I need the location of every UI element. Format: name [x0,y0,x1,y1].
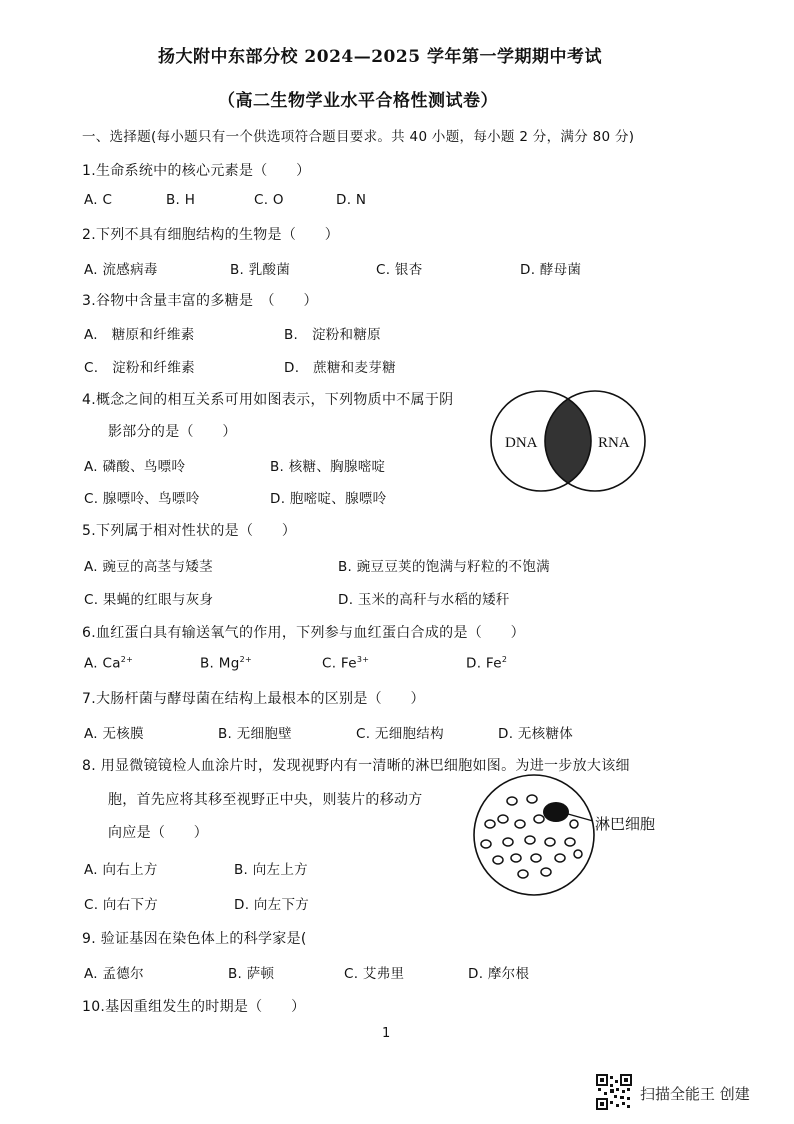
q4-option-b: B. 核糖、胸腺嘧啶 [270,459,386,475]
red-blood-cell [574,850,582,858]
dna-rna-venn-diagram [488,388,648,494]
q1-option-c: C. O [254,192,284,208]
red-blood-cell [515,820,525,828]
q4-option-d: D. 胞嘧啶、腺嘌呤 [270,491,387,507]
q8-option-c: C. 向右下方 [84,897,159,913]
scanner-watermark: 扫描全能王 创建 [640,1085,750,1103]
red-blood-cell [534,815,544,823]
q6-option-c [322,655,369,672]
q2-option-c: C. 银杏 [376,262,423,278]
question-8-stem-line1: 8. 用显微镜镜检人血涂片时，发现视野内有一清晰的淋巴细胞如图。为进一步放大该细 [82,758,630,774]
q7-option-c: C. 无细胞结构 [356,726,444,742]
q9-option-c: C. 艾弗里 [344,966,405,982]
q6-option-b-text: B. Mg [200,655,240,672]
q6-option-d-charge: 2 [501,655,508,664]
q4-option-c: C. 腺嘌呤、鸟嘌呤 [84,491,200,507]
red-blood-cell [541,868,551,876]
q6-option-c-charge: 3+ [356,655,370,664]
red-blood-cell [498,815,508,823]
question-7-stem: 7.大肠杆菌与酵母菌在结构上最根本的区别是（ ） [82,691,425,707]
q8-option-b: B. 向左上方 [234,862,308,878]
q9-option-b: B. 萨顿 [228,966,275,982]
red-blood-cell [518,870,528,878]
q5-option-b: B. 豌豆豆荚的饱满与籽粒的不饱满 [338,559,550,575]
venn-label-dna: DNA [505,435,538,451]
q8-option-a: A. 向右上方 [84,862,158,878]
question-4-stem-line1: 4.概念之间的相互关系可用如图表示，下列物质中不属于阴 [82,392,454,408]
red-blood-cell [565,838,575,846]
q6-option-c-text: C. Fe [322,655,357,672]
q2-option-a: A. 流感病毒 [84,262,158,278]
section-heading: 一、选择题(每小题只有一个供选项符合题目要求。共 40 小题，每小题 2 分，满分 80 分) [82,129,635,145]
red-blood-cell [570,820,578,828]
lymphocyte-label: 淋巴细胞 [595,815,656,833]
q5-option-c: C. 果蝇的红眼与灰身 [84,592,214,608]
question-10-stem: 10.基因重组发生的时期是（ ） [82,999,306,1015]
question-4-stem-line2: 影部分的是（ ） [108,424,237,440]
question-2-stem: 2.下列不具有细胞结构的生物是（ ） [82,227,340,243]
page-number: 1 [382,1026,391,1041]
q4-option-a: A. 磷酸、鸟嘌呤 [84,459,186,475]
q6-option-a [84,655,133,672]
q6-option-a-charge: 2+ [120,655,134,664]
red-blood-cell [481,840,491,848]
question-6-stem: 6.血红蛋白具有输送氧气的作用，下列参与血红蛋白合成的是（ ） [82,625,525,641]
microscope-field-figure [468,772,668,902]
red-blood-cell [493,856,503,864]
q6-option-a-text: A. Ca [84,655,121,672]
q1-option-a: A. C [84,192,113,208]
q5-option-d: D. 玉米的高秆与水稻的矮秆 [338,592,510,608]
red-blood-cell [485,820,495,828]
question-5-stem: 5.下列属于相对性状的是（ ） [82,523,297,539]
q7-option-a: A. 无核膜 [84,726,144,742]
question-9-stem: 9. 验证基因在染色体上的科学家是( [82,931,307,947]
venn-label-rna: RNA [598,435,630,451]
exam-subtitle: （高二生物学业水平合格性测试卷） [218,91,498,111]
lymphocyte [543,802,569,822]
q8-option-d: D. 向左下方 [234,897,310,913]
q2-option-d: D. 酵母菌 [520,262,582,278]
question-3-stem: 3.谷物中含量丰富的多糖是 （ ） [82,293,318,309]
question-8-stem-line3: 向应是（ ） [108,825,209,841]
q9-option-d: D. 摩尔根 [468,966,530,982]
q7-option-d: D. 无核糖体 [498,726,574,742]
q3-option-d: D. 蔗糖和麦芽糖 [284,360,396,376]
q6-option-d [466,655,507,672]
red-blood-cell [531,854,541,862]
red-blood-cell [503,838,513,846]
q7-option-b: B. 无细胞壁 [218,726,292,742]
q1-option-b: B. H [166,192,196,208]
q6-option-b-charge: 2+ [239,655,252,664]
red-blood-cell [525,836,535,844]
red-blood-cell [555,854,565,862]
q3-option-b: B. 淀粉和糖原 [284,327,381,343]
q6-option-b [200,655,252,672]
question-8-stem-line2: 胞，首先应将其移至视野正中央，则装片的移动方 [108,792,423,808]
exam-title: 扬大附中东部分校 2024—2025 学年第一学期期中考试 [158,47,602,67]
q9-option-a: A. 孟德尔 [84,966,144,982]
q3-option-c: C. 淀粉和纤维素 [84,360,195,376]
red-blood-cell [511,854,521,862]
q2-option-b: B. 乳酸菌 [230,262,291,278]
red-blood-cell [507,797,517,805]
q3-option-a: A. 糖原和纤维素 [84,327,195,343]
qr-code-icon [596,1074,632,1110]
q6-option-d-text: D. Fe [466,655,502,672]
microscope-field-circle [474,775,594,895]
red-blood-cell [545,838,555,846]
q5-option-a: A. 豌豆的高茎与矮茎 [84,559,213,575]
red-blood-cell [527,795,537,803]
question-1-stem: 1.生命系统中的核心元素是（ ） [82,163,311,179]
q1-option-d: D. N [336,192,367,208]
